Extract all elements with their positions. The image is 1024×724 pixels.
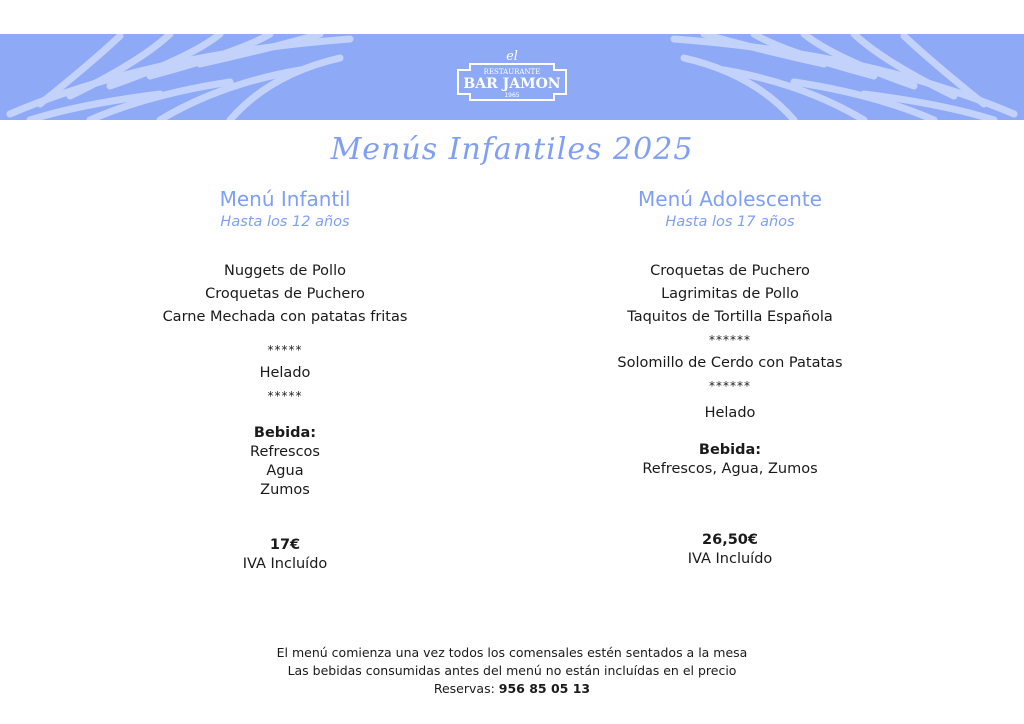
logo-name: BAR JAMON <box>463 76 561 92</box>
reservations-label: Reservas: <box>433 681 495 696</box>
header-banner <box>0 34 1024 120</box>
drink-item: Refrescos <box>250 444 320 460</box>
menu-separator: ***** <box>267 343 303 357</box>
menu-main: Solomillo de Cerdo con Patatas <box>617 355 843 371</box>
drinks-block <box>530 441 930 479</box>
phone-number: 956 85 05 13 <box>498 681 591 696</box>
page-title: Menús Infantiles 2025 <box>330 132 694 167</box>
drink-item: Zumos <box>260 482 310 498</box>
menu-price: 17€ <box>269 537 301 553</box>
drinks-label: Bebida: <box>698 442 762 458</box>
menu-item: Lagrimitas de Pollo <box>661 286 799 302</box>
logo-mark: el <box>506 49 518 64</box>
menu-tax: IVA Incluído <box>687 551 773 567</box>
menu-items <box>85 260 485 408</box>
drinks-label: Bebida: <box>253 425 317 441</box>
menu-infantil <box>85 186 485 574</box>
menu-separator: ****** <box>709 333 751 347</box>
logo-year: 1965 <box>504 92 520 99</box>
menu-subtitle: Hasta los 12 años <box>220 214 350 230</box>
menu-tax: IVA Incluído <box>242 556 328 572</box>
menu-items <box>530 260 930 425</box>
menu-dessert: Helado <box>259 365 311 381</box>
price-block <box>530 531 930 569</box>
menu-title: Menú Adolescente <box>638 187 822 211</box>
drink-item: Agua <box>266 463 304 479</box>
drinks-block <box>85 424 485 500</box>
palm-leaf-left-icon <box>0 34 360 120</box>
menu-item: Nuggets de Pollo <box>224 263 346 279</box>
menu-dessert: Helado <box>704 405 756 421</box>
footer-line: Las bebidas consumidas antes del menú no están incluídas en el precio <box>287 663 737 678</box>
menu-separator: ****** <box>709 379 751 393</box>
menu-subtitle: Hasta los 17 años <box>665 214 795 230</box>
footer-notes <box>0 644 1024 698</box>
menu-separator: ***** <box>267 389 303 403</box>
reservations-line <box>0 680 1024 698</box>
logo-restaurante: RESTAURANTE <box>483 68 541 76</box>
menu-item: Croquetas de Puchero <box>205 286 365 302</box>
drink-item: Refrescos, Agua, Zumos <box>642 461 818 477</box>
menu-item: Taquitos de Tortilla Española <box>627 309 833 325</box>
footer-line: El menú comienza una vez todos los comensales estén sentados a la mesa <box>276 645 748 660</box>
menu-price: 26,50€ <box>702 532 758 548</box>
menu-item: Carne Mechada con patatas fritas <box>162 309 408 325</box>
price-block <box>85 536 485 574</box>
menu-title: Menú Infantil <box>219 187 351 211</box>
palm-leaf-right-icon <box>664 34 1024 120</box>
menu-adolescente <box>530 186 930 569</box>
restaurant-logo <box>450 44 574 110</box>
menu-item: Croquetas de Puchero <box>650 263 810 279</box>
